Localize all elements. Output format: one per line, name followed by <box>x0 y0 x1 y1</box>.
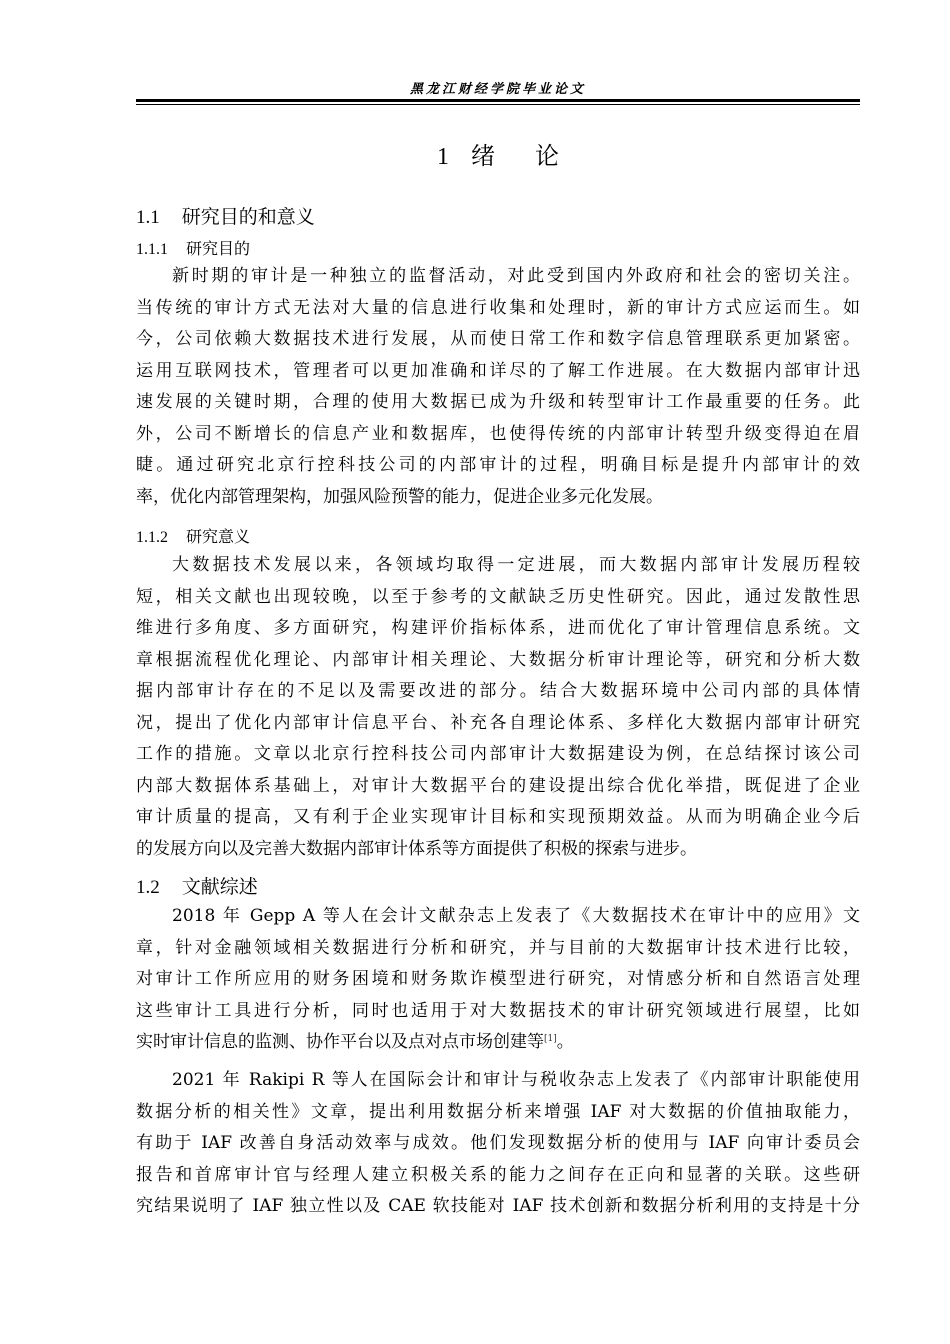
chapter-title-char-1: 绪 <box>471 142 495 170</box>
subsection-number: 1.1.2 <box>136 529 168 546</box>
text-line: 的发展方向以及完善大数据内部审计体系等方面提供了积极的探索与进步。 <box>136 838 697 859</box>
text-line: 运用互联网技术，管理者可以更加准确和详尽的了解工作进展。在大数据内部审计迅 <box>136 360 860 381</box>
text-line: 况，提出了优化内部审计信息平台、补充各自理论体系、多样化大数据内部审计研究 <box>136 712 860 733</box>
text-line: 当传统的审计方式无法对大量的信息进行收集和处理时，新的审计方式应运而生。如 <box>136 297 860 318</box>
section-number: 1.1 <box>136 207 160 228</box>
text-line: 究结果说明了 IAF 独立性以及 CAE 软技能对 IAF 技术创新和数据分析利用的支持是十分 <box>136 1196 860 1216</box>
text-line: 今，公司依赖大数据技术进行发展，从而使日常工作和数字信息管理联系更加紧密。 <box>136 329 860 349</box>
paragraph-literature-2 <box>136 1065 860 1223</box>
text-line: 审计质量的提高，又有利于企业实现审计目标和实现预期效益。从而为明确企业今后 <box>136 807 860 827</box>
paragraph-research-significance <box>136 550 860 865</box>
section-heading-1-1 <box>136 202 315 229</box>
section-title: 文献综述 <box>181 876 258 898</box>
paragraph-research-purpose <box>136 261 860 513</box>
chapter-title-char-2: 论 <box>535 142 559 170</box>
text-line: 这些审计工具进行分析，同时也适用于对大数据技术的审计研究领域进行展望，比如 <box>136 1000 860 1021</box>
text-line: 章根据流程优化理论、内部审计相关理论、大数据分析审计理论等，研究和分析大数 <box>136 649 860 670</box>
section-heading-1-2 <box>136 872 258 899</box>
paragraph-literature-1 <box>136 901 860 1059</box>
text-line: 工作的措施。文章以北京行控科技公司内部审计大数据建设为例，在总结探讨该公司 <box>136 744 860 764</box>
text-line: 外，公司不断增长的信息产业和数据库，也使得传统的内部审计转型升级变得迫在眉 <box>136 423 860 444</box>
section-number: 1.2 <box>136 877 160 898</box>
text-line: 短，相关文献也出现较晚，以至于参考的文献缺乏历史性研究。因此，通过发散性思 <box>136 586 860 607</box>
subsection-title: 研究目的 <box>186 239 251 258</box>
chapter-title <box>136 136 860 171</box>
text-line: 对审计工作所应用的财务困境和财务欺诈模型进行研究，对情感分析和自然语言处理 <box>136 969 860 989</box>
text-line: 维进行多角度、多方面研究，构建评价指标体系，进而优化了审计管理信息系统。文 <box>136 618 860 638</box>
page-header: 黑龙江财经学院毕业论文 <box>409 82 586 97</box>
text-line: 2018 年 Gepp A 等人在会计文献杂志上发表了《大数据技术在审计中的应用》文 <box>172 906 860 926</box>
text-line: 报告和首席审计官与经理人建立积极关系的能力之间存在正向和显著的关联。这些研 <box>136 1164 860 1185</box>
text-line: 速发展的关键时期，合理的使用大数据已成为升级和转型审计工作最重要的任务。此 <box>136 392 860 412</box>
text-line: 新时期的审计是一种独立的监督活动，对此受到国内外政府和社会的密切关注。 <box>172 266 860 286</box>
text-line: 大数据技术发展以来，各领域均取得一定进展，而大数据内部审计发展历程较 <box>172 555 860 575</box>
header-rule-thin <box>136 104 860 105</box>
subsection-heading-1-1-1 <box>136 236 250 259</box>
text-line: 章，针对金融领域相关数据进行分析和研究，并与目前的大数据审计技术进行比较， <box>136 937 860 958</box>
text-run: 实时审计信息的监测、协作平台以及点对点市场创建等 <box>136 1032 544 1052</box>
text-line: 睫。通过研究北京行控科技公司的内部审计的过程，明确目标是提升内部审计的效 <box>136 455 860 475</box>
text-line: 有助于 IAF 改善自身活动效率与成效。他们发现数据分析的使用与 IAF 向审计委员会 <box>136 1133 860 1153</box>
text-line: 内部大数据体系基础上，对审计大数据平台的建设提出综合优化举措，既促进了企业 <box>136 775 860 796</box>
text-line: 据内部审计存在的不足以及需要改进的部分。结合大数据环境中公司内部的具体情 <box>136 681 860 701</box>
text-line: 2021 年 Rakipi R 等人在国际会计和审计与税收杂志上发表了《内部审计职能使用 <box>172 1070 860 1090</box>
header-rule-thick <box>136 99 860 102</box>
text-run: 。 <box>556 1032 574 1052</box>
subsection-title: 研究意义 <box>186 527 251 546</box>
citation-marker: [1] <box>544 1034 557 1044</box>
text-line: 率，优化内部管理架构，加强风险预警的能力，促进企业多元化发展。 <box>136 486 663 507</box>
section-title: 研究目的和意义 <box>181 206 315 228</box>
chapter-number: 1 <box>437 144 449 170</box>
subsection-number: 1.1.1 <box>136 241 168 258</box>
text-line: 数据分析的相关性》文章，提出利用数据分析来增强 IAF 对大数据的价值抽取能力， <box>136 1101 860 1122</box>
text-line <box>136 1027 860 1059</box>
subsection-heading-1-1-2 <box>136 524 250 547</box>
